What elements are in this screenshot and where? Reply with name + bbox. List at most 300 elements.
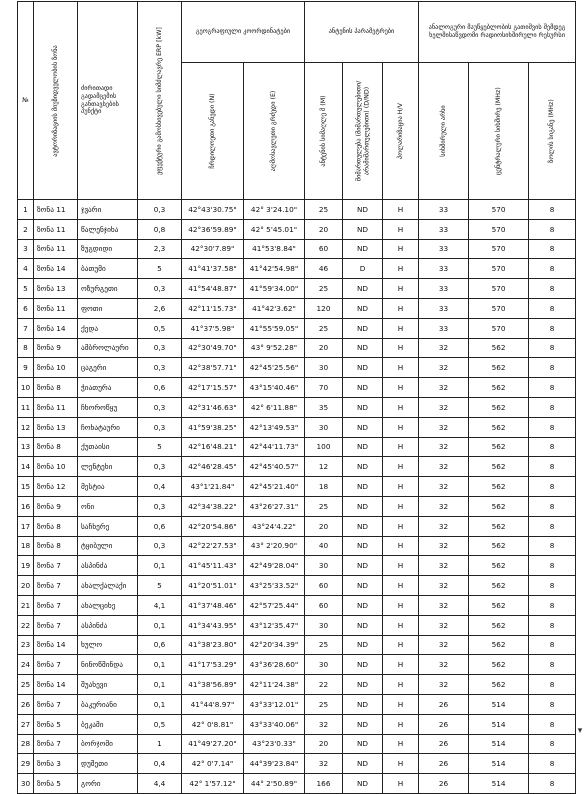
- channel-cell: 33: [419, 318, 469, 338]
- place-cell: წალენჯიხა: [78, 219, 138, 239]
- row-number: 30: [18, 774, 34, 794]
- channel-cell: 32: [419, 595, 469, 615]
- latitude-cell: 41°20'51.01": [182, 576, 244, 596]
- height-cell: 120: [305, 298, 343, 318]
- channel-cell: 26: [419, 774, 469, 794]
- table-row: [18, 655, 576, 675]
- bandwidth-cell: 8: [529, 200, 576, 220]
- longitude-cell: 43°12'35.47": [244, 615, 305, 635]
- row-number: 15: [18, 477, 34, 497]
- row-number: 1: [18, 200, 34, 220]
- row-number: 21: [18, 595, 34, 615]
- channel-cell: 32: [419, 556, 469, 576]
- bandwidth-cell: 8: [529, 457, 576, 477]
- channel-cell: 26: [419, 734, 469, 754]
- frequency-cell: 570: [469, 200, 529, 220]
- directivity-cell: ND: [343, 477, 383, 497]
- place-cell: ქედა: [78, 318, 138, 338]
- place-cell: საჩხერე: [78, 516, 138, 536]
- table-row: [18, 576, 576, 596]
- frequency-cell: 570: [469, 219, 529, 239]
- zone-cell: ზონა 7: [34, 595, 78, 615]
- directivity-cell: ND: [343, 516, 383, 536]
- polarization-cell: H: [383, 576, 419, 596]
- table-row: [18, 259, 576, 279]
- table-row: [18, 279, 576, 299]
- zone-cell: ზონა 5: [34, 774, 78, 794]
- place-cell: ფოთი: [78, 298, 138, 318]
- header-antenna-group: ანტენის პარამეტრები: [305, 2, 419, 63]
- height-cell: 22: [305, 675, 343, 695]
- polarization-cell: H: [383, 754, 419, 774]
- row-number: 10: [18, 378, 34, 398]
- place-cell: ბეკამი: [78, 714, 138, 734]
- channel-cell: 33: [419, 298, 469, 318]
- channel-cell: 32: [419, 675, 469, 695]
- latitude-cell: 42°36'59.89": [182, 219, 244, 239]
- row-number: 11: [18, 397, 34, 417]
- place-cell: ხულო: [78, 635, 138, 655]
- zone-cell: ზონა 8: [34, 516, 78, 536]
- frequency-cell: 562: [469, 536, 529, 556]
- header-number: №: [18, 2, 34, 200]
- latitude-cell: 42° 0'8.81": [182, 714, 244, 734]
- latitude-cell: 42°34'38.22": [182, 496, 244, 516]
- header-lat: ჩრდილოეთი განედი (N): [182, 63, 244, 200]
- channel-cell: 32: [419, 477, 469, 497]
- channel-cell: 32: [419, 457, 469, 477]
- row-number: 4: [18, 259, 34, 279]
- table-row: [18, 239, 576, 259]
- row-number: 9: [18, 358, 34, 378]
- channel-cell: 32: [419, 576, 469, 596]
- directivity-cell: ND: [343, 774, 383, 794]
- place-cell: ზუგდიდი: [78, 239, 138, 259]
- erp-cell: 0,3: [138, 457, 182, 477]
- height-cell: 60: [305, 239, 343, 259]
- polarization-cell: H: [383, 378, 419, 398]
- longitude-cell: 41°42'54.98": [244, 259, 305, 279]
- longitude-cell: 43°25'33.52": [244, 576, 305, 596]
- table-row: [18, 635, 576, 655]
- channel-cell: 33: [419, 239, 469, 259]
- height-cell: 25: [305, 635, 343, 655]
- frequency-cell: 562: [469, 338, 529, 358]
- height-cell: 25: [305, 279, 343, 299]
- place-cell: ტყიბული: [78, 536, 138, 556]
- directivity-cell: ND: [343, 318, 383, 338]
- frequency-cell: 514: [469, 694, 529, 714]
- place-cell: ბორჯომი: [78, 734, 138, 754]
- polarization-cell: H: [383, 615, 419, 635]
- zone-cell: ზონა 11: [34, 397, 78, 417]
- row-number: 24: [18, 655, 34, 675]
- row-number: 18: [18, 536, 34, 556]
- row-number: 5: [18, 279, 34, 299]
- bandwidth-cell: 8: [529, 536, 576, 556]
- erp-cell: 5: [138, 259, 182, 279]
- table-row: [18, 516, 576, 536]
- place-cell: ონი: [78, 496, 138, 516]
- frequency-cell: 562: [469, 496, 529, 516]
- polarization-cell: H: [383, 397, 419, 417]
- header-erp: ეფექტური გამოსხივებული სიმძლავრე ERP [kW]: [138, 2, 182, 200]
- frequency-cell: 562: [469, 378, 529, 398]
- directivity-cell: ND: [343, 437, 383, 457]
- latitude-cell: 43°1'21.84": [182, 477, 244, 497]
- erp-cell: 0,3: [138, 279, 182, 299]
- polarization-cell: H: [383, 338, 419, 358]
- polarization-cell: H: [383, 694, 419, 714]
- bandwidth-cell: 8: [529, 655, 576, 675]
- row-number: 14: [18, 457, 34, 477]
- longitude-cell: 43°26'27.31": [244, 496, 305, 516]
- bandwidth-cell: 8: [529, 496, 576, 516]
- longitude-cell: 43° 9'52.28": [244, 338, 305, 358]
- bandwidth-cell: 8: [529, 714, 576, 734]
- longitude-cell: 43°23'0.33": [244, 734, 305, 754]
- longitude-cell: 41°55'59.05": [244, 318, 305, 338]
- directivity-cell: ND: [343, 734, 383, 754]
- height-cell: 20: [305, 516, 343, 536]
- frequency-cell: 514: [469, 714, 529, 734]
- directivity-cell: ND: [343, 655, 383, 675]
- bandwidth-cell: 8: [529, 576, 576, 596]
- erp-cell: 0,3: [138, 200, 182, 220]
- table-row: [18, 714, 576, 734]
- frequency-cell: 562: [469, 675, 529, 695]
- bandwidth-cell: 8: [529, 675, 576, 695]
- table-row: [18, 219, 576, 239]
- polarization-cell: H: [383, 437, 419, 457]
- longitude-cell: 44°39'23.84": [244, 754, 305, 774]
- latitude-cell: 42°30'49.70": [182, 338, 244, 358]
- polarization-cell: H: [383, 200, 419, 220]
- latitude-cell: 42°20'54.86": [182, 516, 244, 536]
- longitude-cell: 41°53'8.84": [244, 239, 305, 259]
- row-number: 8: [18, 338, 34, 358]
- row-number: 25: [18, 675, 34, 695]
- scroll-down-arrow-icon[interactable]: ▾: [577, 726, 583, 736]
- channel-cell: 33: [419, 259, 469, 279]
- zone-cell: ზონა 8: [34, 536, 78, 556]
- zone-cell: ზონა 12: [34, 477, 78, 497]
- directivity-cell: D: [343, 259, 383, 279]
- polarization-cell: H: [383, 279, 419, 299]
- channel-cell: 32: [419, 615, 469, 635]
- frequency-cell: 570: [469, 279, 529, 299]
- polarization-cell: H: [383, 536, 419, 556]
- height-cell: 60: [305, 595, 343, 615]
- bandwidth-cell: 8: [529, 774, 576, 794]
- directivity-cell: ND: [343, 496, 383, 516]
- polarization-cell: H: [383, 714, 419, 734]
- longitude-cell: 42° 5'45.01": [244, 219, 305, 239]
- table-row: [18, 457, 576, 477]
- table-row: [18, 338, 576, 358]
- bandwidth-cell: 8: [529, 417, 576, 437]
- place-cell: ლენტეხი: [78, 457, 138, 477]
- channel-cell: 26: [419, 694, 469, 714]
- channel-cell: 32: [419, 516, 469, 536]
- longitude-cell: 43°24'4.22": [244, 516, 305, 536]
- zone-cell: ზონა 11: [34, 239, 78, 259]
- polarization-cell: H: [383, 496, 419, 516]
- bandwidth-cell: 8: [529, 318, 576, 338]
- latitude-cell: 41°49'27.20": [182, 734, 244, 754]
- height-cell: 18: [305, 477, 343, 497]
- polarization-cell: H: [383, 358, 419, 378]
- bandwidth-cell: 8: [529, 239, 576, 259]
- zone-cell: ზონა 13: [34, 279, 78, 299]
- height-cell: 30: [305, 417, 343, 437]
- frequency-cell: 514: [469, 754, 529, 774]
- zone-cell: ზონა 14: [34, 675, 78, 695]
- bandwidth-cell: 8: [529, 338, 576, 358]
- table-row: [18, 615, 576, 635]
- zone-cell: ზონა 8: [34, 437, 78, 457]
- frequency-cell: 514: [469, 734, 529, 754]
- row-number: 23: [18, 635, 34, 655]
- header-polarization: პოლარიზაცია H/V: [383, 63, 419, 200]
- bandwidth-cell: 8: [529, 734, 576, 754]
- longitude-cell: 43°33'12.01": [244, 694, 305, 714]
- erp-cell: 0,3: [138, 338, 182, 358]
- latitude-cell: 41°54'48.87": [182, 279, 244, 299]
- place-cell: ამბროლაური: [78, 338, 138, 358]
- directivity-cell: ND: [343, 397, 383, 417]
- header-channel: სიხშირული არხი: [419, 63, 469, 200]
- frequency-allocation-table: [17, 1, 576, 794]
- erp-cell: 0,1: [138, 694, 182, 714]
- table-row: [18, 774, 576, 794]
- directivity-cell: ND: [343, 239, 383, 259]
- latitude-cell: 41°37'48.46": [182, 595, 244, 615]
- height-cell: 46: [305, 259, 343, 279]
- latitude-cell: 42°22'27.53": [182, 536, 244, 556]
- erp-cell: 0,6: [138, 516, 182, 536]
- directivity-cell: ND: [343, 694, 383, 714]
- zone-cell: ზონა 14: [34, 635, 78, 655]
- longitude-cell: 42°13'49.53": [244, 417, 305, 437]
- channel-cell: 26: [419, 754, 469, 774]
- latitude-cell: 42°31'46.63": [182, 397, 244, 417]
- zone-cell: ზონა 14: [34, 259, 78, 279]
- channel-cell: 32: [419, 338, 469, 358]
- height-cell: 70: [305, 378, 343, 398]
- directivity-cell: ND: [343, 279, 383, 299]
- erp-cell: 0,3: [138, 536, 182, 556]
- frequency-cell: 570: [469, 259, 529, 279]
- table-row: [18, 754, 576, 774]
- polarization-cell: H: [383, 595, 419, 615]
- table-row: [18, 536, 576, 556]
- latitude-cell: 41°37'5.98": [182, 318, 244, 338]
- longitude-cell: 41°42'3.62": [244, 298, 305, 318]
- row-number: 29: [18, 754, 34, 774]
- header-height: ანტენის სიმაღლე მ (M): [305, 63, 343, 200]
- zone-cell: ზონა 5: [34, 714, 78, 734]
- longitude-cell: 42°11'24.38": [244, 675, 305, 695]
- polarization-cell: H: [383, 417, 419, 437]
- zone-cell: ზონა 11: [34, 298, 78, 318]
- latitude-cell: 42° 0'7.14": [182, 754, 244, 774]
- row-number: 27: [18, 714, 34, 734]
- row-number: 16: [18, 496, 34, 516]
- row-number: 12: [18, 417, 34, 437]
- height-cell: 25: [305, 318, 343, 338]
- directivity-cell: ND: [343, 358, 383, 378]
- frequency-cell: 570: [469, 239, 529, 259]
- bandwidth-cell: 8: [529, 615, 576, 635]
- directivity-cell: ND: [343, 675, 383, 695]
- height-cell: 60: [305, 576, 343, 596]
- longitude-cell: 42° 6'11.88": [244, 397, 305, 417]
- polarization-cell: H: [383, 635, 419, 655]
- erp-cell: 0,4: [138, 477, 182, 497]
- zone-cell: ზონა 10: [34, 358, 78, 378]
- latitude-cell: 41°34'43.95": [182, 615, 244, 635]
- erp-cell: 0,1: [138, 615, 182, 635]
- zone-cell: ზონა 7: [34, 615, 78, 635]
- polarization-cell: H: [383, 734, 419, 754]
- table-row: [18, 200, 576, 220]
- frequency-cell: 562: [469, 516, 529, 536]
- erp-cell: 0,1: [138, 556, 182, 576]
- zone-cell: ზონა 14: [34, 318, 78, 338]
- bandwidth-cell: 8: [529, 437, 576, 457]
- bandwidth-cell: 8: [529, 477, 576, 497]
- channel-cell: 32: [419, 417, 469, 437]
- polarization-cell: H: [383, 556, 419, 576]
- height-cell: 25: [305, 694, 343, 714]
- channel-cell: 32: [419, 437, 469, 457]
- frequency-cell: 562: [469, 655, 529, 675]
- latitude-cell: 41°38'56.89": [182, 675, 244, 695]
- row-number: 2: [18, 219, 34, 239]
- place-cell: დუშეთი: [78, 754, 138, 774]
- erp-cell: 4,1: [138, 595, 182, 615]
- frequency-cell: 562: [469, 556, 529, 576]
- height-cell: 30: [305, 615, 343, 635]
- polarization-cell: H: [383, 239, 419, 259]
- polarization-cell: H: [383, 457, 419, 477]
- longitude-cell: 42°45'21.40": [244, 477, 305, 497]
- latitude-cell: 42°16'48.21": [182, 437, 244, 457]
- zone-cell: ზონა 7: [34, 576, 78, 596]
- place-cell: ქუთაისი: [78, 437, 138, 457]
- polarization-cell: H: [383, 516, 419, 536]
- erp-cell: 0,3: [138, 417, 182, 437]
- place-cell: შუახევი: [78, 675, 138, 695]
- place-cell: მესტია: [78, 477, 138, 497]
- table-row: [18, 298, 576, 318]
- directivity-cell: ND: [343, 576, 383, 596]
- frequency-cell: 570: [469, 298, 529, 318]
- zone-cell: ზონა 7: [34, 556, 78, 576]
- height-cell: 12: [305, 457, 343, 477]
- header-bandwidth: ზოლის სიგანე (MHz): [529, 63, 576, 200]
- frequency-cell: 562: [469, 437, 529, 457]
- frequency-cell: 562: [469, 576, 529, 596]
- directivity-cell: ND: [343, 457, 383, 477]
- height-cell: 30: [305, 358, 343, 378]
- zone-cell: ზონა 8: [34, 378, 78, 398]
- frequency-cell: 562: [469, 417, 529, 437]
- table-row: [18, 417, 576, 437]
- latitude-cell: 42°38'57.71": [182, 358, 244, 378]
- polarization-cell: H: [383, 298, 419, 318]
- erp-cell: 0,8: [138, 219, 182, 239]
- zone-cell: ზონა 9: [34, 338, 78, 358]
- channel-cell: 32: [419, 536, 469, 556]
- zone-cell: ზონა 3: [34, 754, 78, 774]
- latitude-cell: 42°11'15.73": [182, 298, 244, 318]
- place-cell: ასპინძა: [78, 556, 138, 576]
- directivity-cell: ND: [343, 635, 383, 655]
- erp-cell: 2,6: [138, 298, 182, 318]
- longitude-cell: 43°15'40.46": [244, 378, 305, 398]
- longitude-cell: 42°45'25.56": [244, 358, 305, 378]
- row-number: 6: [18, 298, 34, 318]
- height-cell: 20: [305, 338, 343, 358]
- height-cell: 30: [305, 655, 343, 675]
- erp-cell: 0,3: [138, 496, 182, 516]
- frequency-cell: 562: [469, 358, 529, 378]
- table-row: [18, 477, 576, 497]
- erp-cell: 0,3: [138, 397, 182, 417]
- row-number: 26: [18, 694, 34, 714]
- table-row: [18, 358, 576, 378]
- latitude-cell: 41°17'53.29": [182, 655, 244, 675]
- polarization-cell: H: [383, 219, 419, 239]
- table-row: [18, 378, 576, 398]
- zone-cell: ზონა 11: [34, 200, 78, 220]
- bandwidth-cell: 8: [529, 298, 576, 318]
- height-cell: 32: [305, 714, 343, 734]
- frequency-cell: 562: [469, 477, 529, 497]
- table-row: [18, 397, 576, 417]
- height-cell: 40: [305, 536, 343, 556]
- channel-cell: 32: [419, 635, 469, 655]
- header-center-freq: ცენტრალური სიხშირე (MHz): [469, 63, 529, 200]
- latitude-cell: 41°45'11.43": [182, 556, 244, 576]
- place-cell: ბაკურიანი: [78, 694, 138, 714]
- latitude-cell: 42°17'15.57": [182, 378, 244, 398]
- channel-cell: 33: [419, 279, 469, 299]
- longitude-cell: 42°57'25.44": [244, 595, 305, 615]
- bandwidth-cell: 8: [529, 556, 576, 576]
- height-cell: 35: [305, 397, 343, 417]
- longitude-cell: 42°45'40.57": [244, 457, 305, 477]
- channel-cell: 32: [419, 496, 469, 516]
- latitude-cell: 42°30'7.89": [182, 239, 244, 259]
- height-cell: 30: [305, 556, 343, 576]
- bandwidth-cell: 8: [529, 259, 576, 279]
- frequency-cell: 562: [469, 397, 529, 417]
- height-cell: 20: [305, 734, 343, 754]
- header-lon: აღმოსავლეთი გრძედი (E): [244, 63, 305, 200]
- frequency-cell: 562: [469, 457, 529, 477]
- longitude-cell: 42°44'11.73": [244, 437, 305, 457]
- bandwidth-cell: 8: [529, 219, 576, 239]
- zone-cell: ზონა 7: [34, 734, 78, 754]
- height-cell: 25: [305, 200, 343, 220]
- table-row: [18, 734, 576, 754]
- longitude-cell: 42°49'28.04": [244, 556, 305, 576]
- row-number: 19: [18, 556, 34, 576]
- latitude-cell: 42°43'30.75": [182, 200, 244, 220]
